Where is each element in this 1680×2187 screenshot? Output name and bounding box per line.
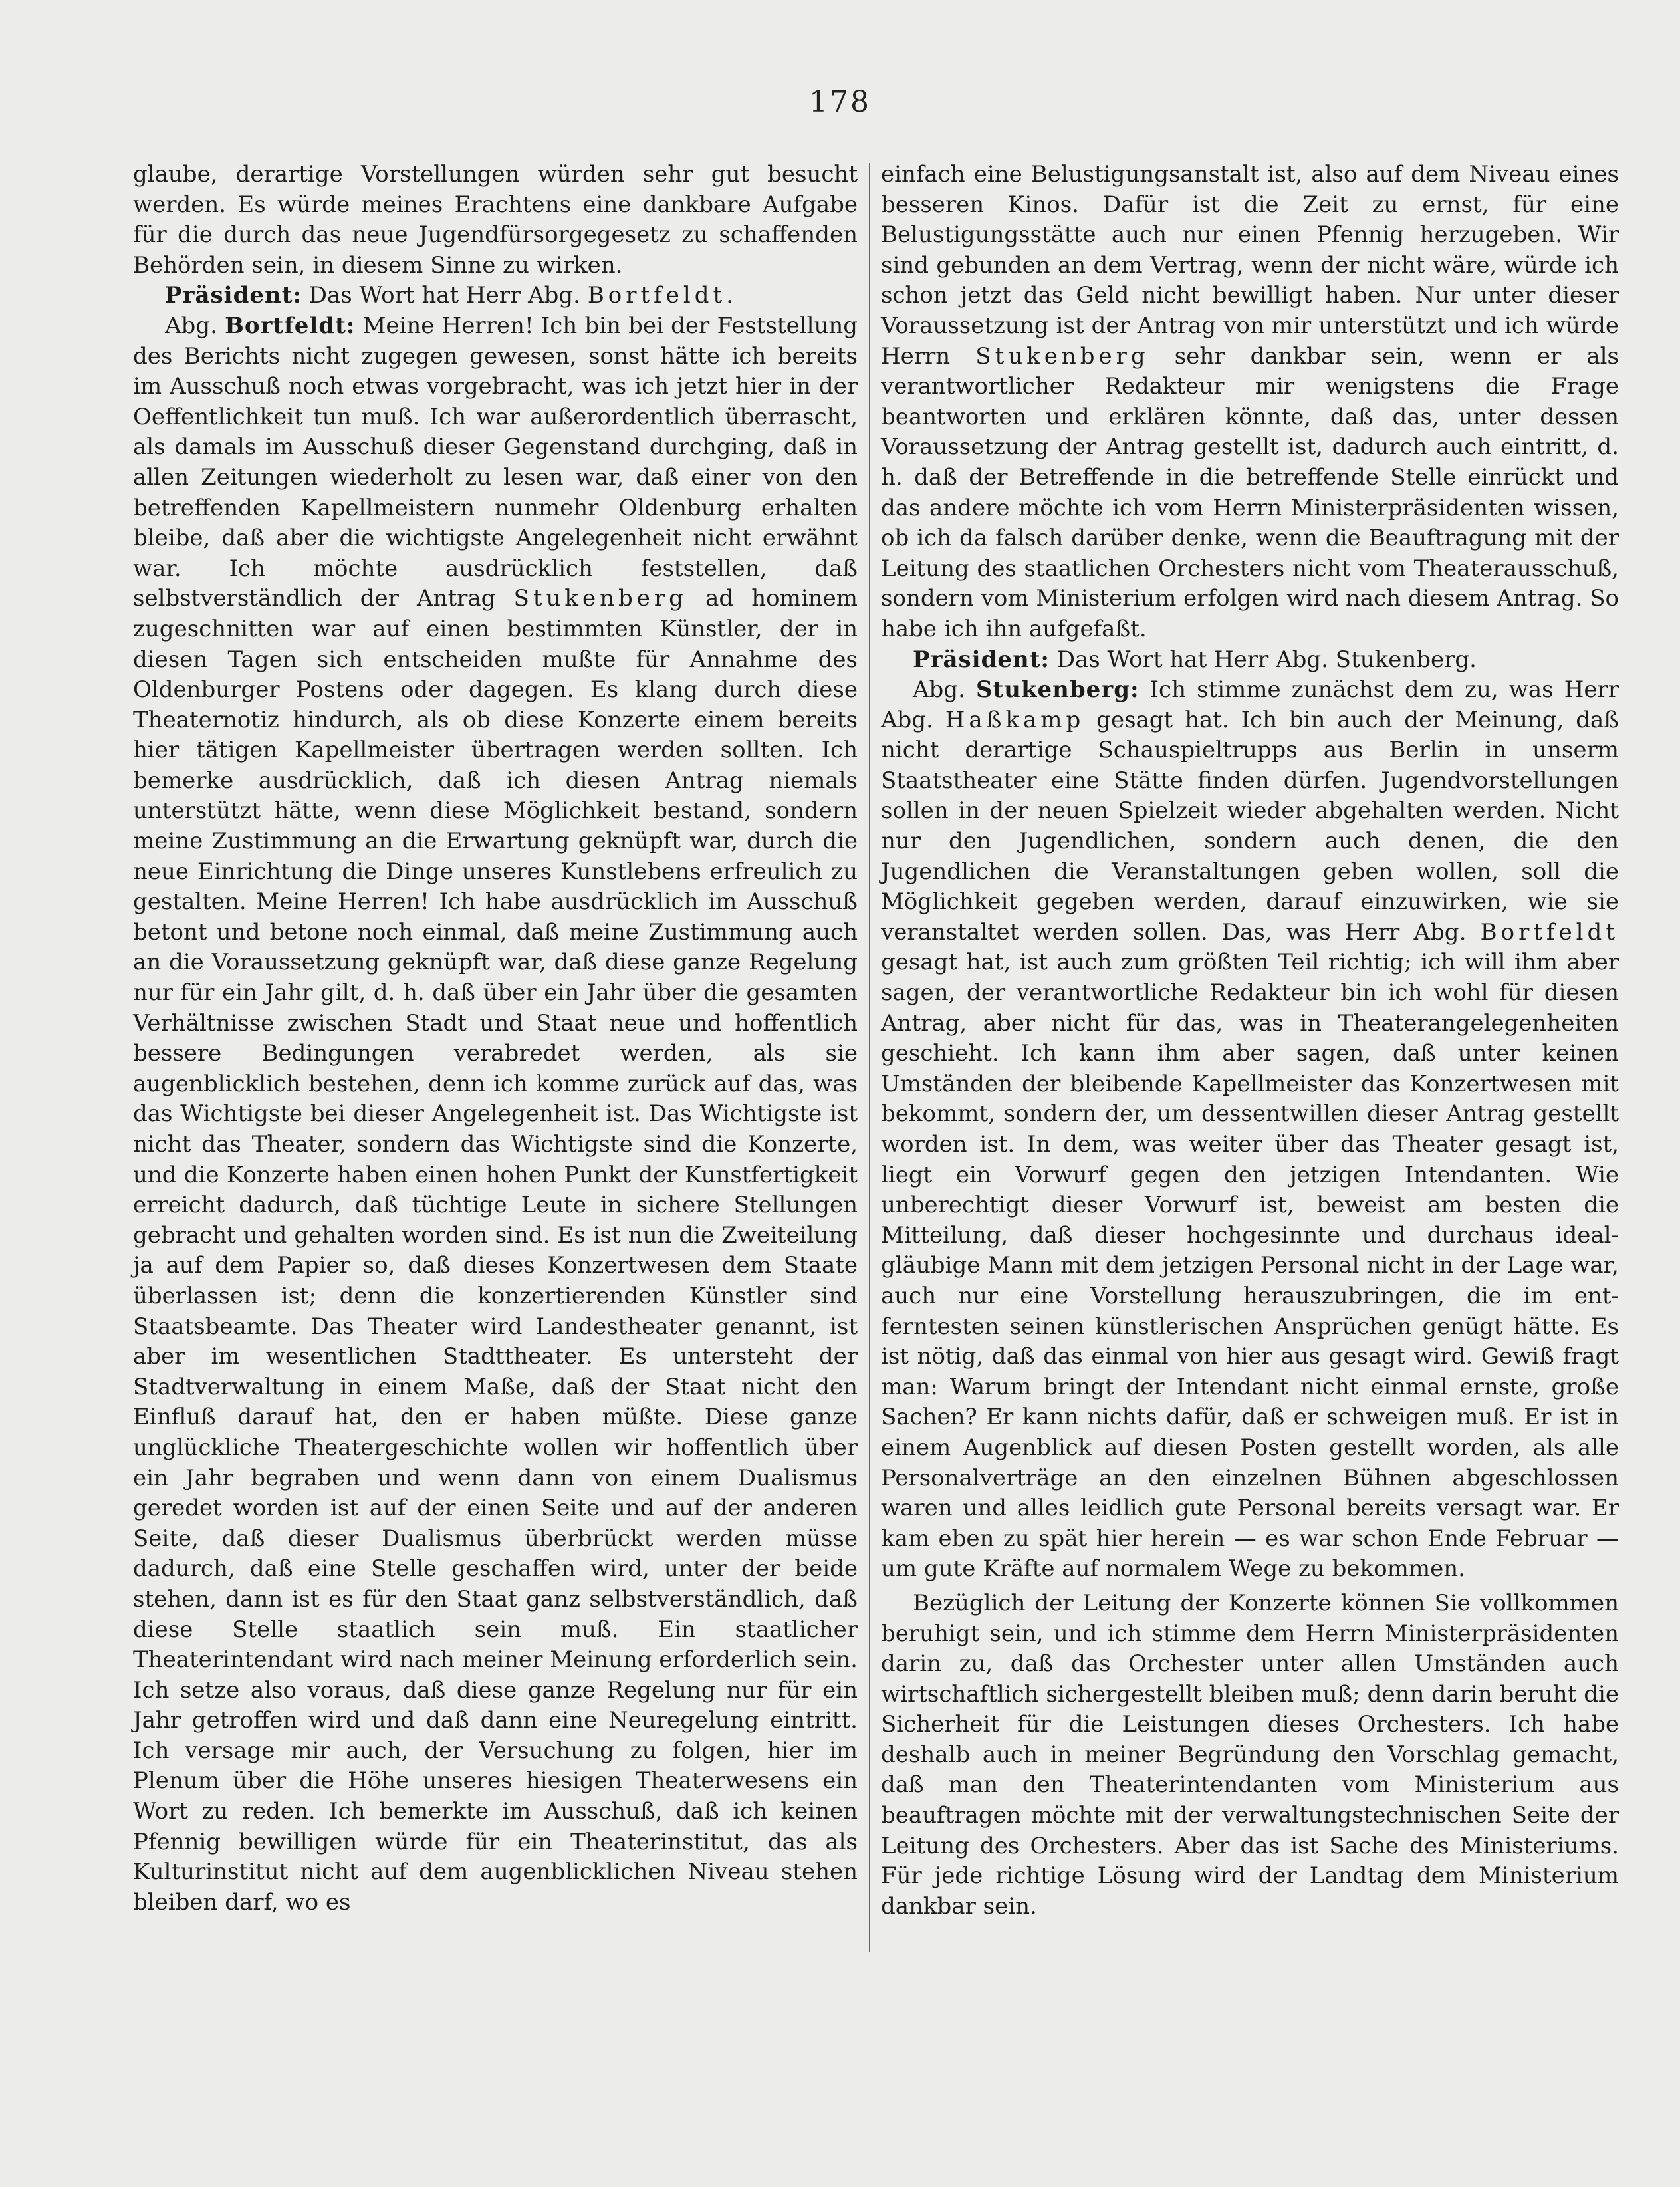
paragraph-text: Das Wort hat Herr Abg. xyxy=(301,282,588,309)
paragraph-intro: glaube, derartige Vorstellungen würden sehr gut besucht werden. Es würde meines Erachtens eine dankbare Aufgabe für die durch das neue Jugendfürsorgegesetz zu schaffenden Behörden sein, in diesem Sinne zu wirken. xyxy=(133,161,858,279)
person-name: Bortfeldt xyxy=(1480,918,1619,946)
person-name: Stukenberg xyxy=(513,585,687,612)
speaker-label: Bortfeldt: xyxy=(225,312,356,339)
right-column xyxy=(881,160,1619,1922)
person-name: Haßkamp xyxy=(945,706,1085,733)
speaker-prefix: Abg. xyxy=(913,676,976,704)
paragraph-text: Das Wort hat Herr Abg. Stukenberg. xyxy=(1049,646,1477,673)
speaker-prefix: Abg. xyxy=(165,312,225,339)
speaker-label: Präsident: xyxy=(165,282,302,309)
page-number: 178 xyxy=(809,85,871,119)
paragraph-text-cont: ad hominem zugeschnitten war auf einen bestimmten Künstler, der in diesen Tagen sich entscheiden mußte für Annahme des Oldenburger Postens oder dagegen. Es klang durch diese Theaternotiz hindurch, als ob diese Konzerte einem bereits hier tätigen Kapellmeister übertragen werden sollten. Ich bemerke ausdrücklich, daß ich diesen Antrag niemals unterstützt hätte, wenn diese Möglichkeit bestand, sondern meine Zustimmung an die Erwartung geknüpft war, durch die neue Einrichtung die Dinge unseres Kunstlebens erfreulich zu gestalten. Meine Herren! Ich habe ausdrücklich im Ausschuß betont und betone noch einmal, daß meine Zustimmung auch an die Voraussetzung geknüpft war, daß diese ganze Regelung nur für ein Jahr gilt, d. h. daß über ein Jahr über die gesamten Verhältnisse zwischen Stadt und Staat neue und hoffentlich bessere Bedingungen verabredet werden, als sie augenblicklich bestehen, denn ich komme zurück auf das, was das Wichtigste bei dieser Angelegenheit ist. Das Wichtigste ist nicht das Theater, sondern das Wichtigste sind die Konzerte, und die Konzerte haben einen hohen Punkt der Kunstfertigkeit erreicht dadurch, daß tüchtige Leute in sichere Stellungen gebracht und gehalten worden sind. Es ist nun die Zweiteilung ja auf dem Papier so, daß dieses Konzertwesen dem Staate überlassen ist; denn die konzertierenden Künstler sind Staatsbeamte. Das Theater wird Landestheater genannt, ist aber im wesentlichen Stadttheater. Es untersteht der Stadtverwaltung in einem Maße, daß der Staat nicht den Einfluß darauf hat, den er haben müßte. Diese ganze unglückliche Theatergeschichte wollen wir hoffentlich über ein Jahr begraben und wenn dann von einem Dualismus geredet worden ist auf der einen Seite und auf der anderen Seite, daß dieser Dualismus überbrückt werden müsse dadurch, daß eine Stelle geschaffen wird, unter der beide stehen, dann ist es für den Staat ganz selbstverständlich, daß diese Stelle staatlich sein muß. Ein staatlicher Theaterintendant wird nach meiner Meinung erforderlich sein. Ich setze also voraus, daß diese ganze Regelung nur für ein Jahr getroffen wird und daß dann eine Neuregelung eintritt. Ich versage mir auch, der Versuchung zu folgen, hier im Plenum über die Höhe unseres hiesigen Theaterwesens ein Wort zu reden. Ich bemerkte im Ausschuß, daß ich keinen Pfennig bewilligen würde für ein Theaterinstitut, das als Kulturinstitut nicht auf dem augenblicklichen Niveau stehen bleiben darf, wo es xyxy=(133,585,858,1916)
column-divider xyxy=(869,163,870,1952)
paragraph-text-cont: gesagt hat. Ich bin auch der Meinung, daß nicht derartige Schauspieltrupps aus Berlin in unserm Staatstheater eine Stätte finden dürfen. Jugendvorstellungen sollen in der neuen Spielzeit wieder abgehalten werden. Nicht nur den Jugendlichen, sondern auch denen, die den Jugendlichen die Veranstaltungen geben wollen, soll die Möglichkeit gegeben werden, darauf einzuwirken, wie sie veranstaltet werden sollen. Das, was Herr Abg. xyxy=(881,706,1619,946)
speaker-label: Stukenberg: xyxy=(975,676,1140,704)
paragraph-concerts: Bezüglich der Leitung der Konzerte können Sie vollkommen beruhigt sein, und ich stimme dem Herrn Ministerpräsidenten darin zu, daß das Orchester unter allen Umständen auch wirtschaftlich sichergestellt bleiben muß; denn darin beruht die Sicherheit für die Leistungen dieses Orchesters. Ich habe deshalb auch in meiner Begründung den Vorschlag gemacht, daß man den Theaterintendanten vom Ministerium aus beauftragen möchte mit der verwaltungstechnischen Seite der Leitung des Orchesters. Aber das ist Sache des Ministeriums. Für jede richtige Lösung wird der Landtag dem Ministerium dankbar sein. xyxy=(881,1589,1619,1920)
paragraph-text-cont: sehr dankbar sein, wenn er als verantwortlicher Redakteur mir wenigstens die Frage beantworten und erklären könnte, daß das, unter dessen Voraussetzung der Antrag gestellt ist, dadurch auch eintritt, d. h. daß der Betreffende in die betreffende Stelle einrückt und das andere möchte ich vom Herrn Ministerpräsidenten wissen, ob ich da falsch darüber denke, wenn die Beauftragung mit der Leitung des staatlichen Orchesters nicht vom Theaterausschuß, sondern vom Ministerium erfolgen wird nach diesem Antrag. So habe ich ihn aufgefaßt. xyxy=(881,342,1620,642)
person-name: Stukenberg xyxy=(975,342,1149,370)
paragraph-stukenberg-speech xyxy=(881,675,1619,1585)
left-column xyxy=(133,160,858,1918)
speaker-label: Präsident: xyxy=(913,646,1050,673)
paragraph-text: einfach eine Belustigungsanstalt ist, also auf dem Niveau eines besseren Kinos. Dafür ist die Zeit zu ernst, für eine Belustigungsstätte auch nur einen Pfennig herzugeben. Wir sind gebunden an dem Vertrag, wenn der nicht wäre, würde ich schon jetzt das Geld nicht bewilligt haben. Nur unter dieser Voraussetzung ist der Antrag von mir unterstützt und ich würde Herrn xyxy=(881,161,1619,370)
paragraph-bortfeldt-speech xyxy=(133,311,858,1918)
paragraph-president-announcement xyxy=(133,281,858,311)
paragraph-president-announcement xyxy=(881,645,1619,676)
speaker-name: Bortfeldt. xyxy=(587,282,737,309)
paragraph-text: Meine Herren! Ich bin bei der Feststellung des Berichts nicht zugegen gewesen, sonst hätte ich bereits im Ausschuß noch etwas vorgebracht, was ich jetzt hier in der Oeffentlichkeit tun muß. Ich war außerordentlich überrascht, als damals im Ausschuß dieser Gegenstand durchging, daß in allen Zeitungen wiederholt zu lesen war, daß einer von den betreffenden Kapellmeistern nunmehr Oldenburg erhalten bleibe, daß aber die wichtigste Angelegenheit nicht erwähnt war. Ich möchte ausdrücklich feststellen, daß selbstverständlich der Antrag xyxy=(133,312,858,612)
paragraph-continuation xyxy=(881,160,1619,645)
paragraph-text-cont: gesagt hat, ist auch zum größten Teil richtig; ich will ihm aber sagen, der verantwortliche Redakteur bin ich wohl für diesen Antrag, aber nicht für das, was in Theaterangelegenheiten geschieht. Ich kann ihm aber sagen, daß unter keinen Umständen der bleibende Kapellmeister das Konzertwesen mit bekommt, sondern der, um dessentwillen dieser Antrag gestellt worden ist. In dem, was weiter über das Theater gesagt ist, liegt ein Vorwurf gegen den jetzigen Intendanten. Wie unberechtigt dieser Vorwurf ist, beweist am besten die Mitteilung, daß dieser hochgesinnte und durchaus idealgläubige Mann mit dem jetzigen Personal nicht in der Lage war, auch nur eine Vorstellung herauszubringen, die im entferntesten seinen künstlerischen Ansprüchen genügt hätte. Es ist nötig, daß das einmal von hier aus gesagt wird. Gewiß fragt man: Warum bringt der Intendant nicht einmal ernste, große Sachen? Er kann nichts dafür, daß er schweigen muß. Er ist in einem Augenblick auf diesen Posten gestellt worden, als alle Personalverträge an den einzelnen Bühnen abgeschlossen waren und alles leidlich gute Personal bereits versagt war. Er kam eben zu spät hier herein — es war schon Ende Februar — um gute Kräfte auf normalem Wege zu bekommen. xyxy=(881,949,1619,1583)
paragraph-text: Ich stimme zunächst dem zu, was Herr Abg. xyxy=(881,676,1619,733)
